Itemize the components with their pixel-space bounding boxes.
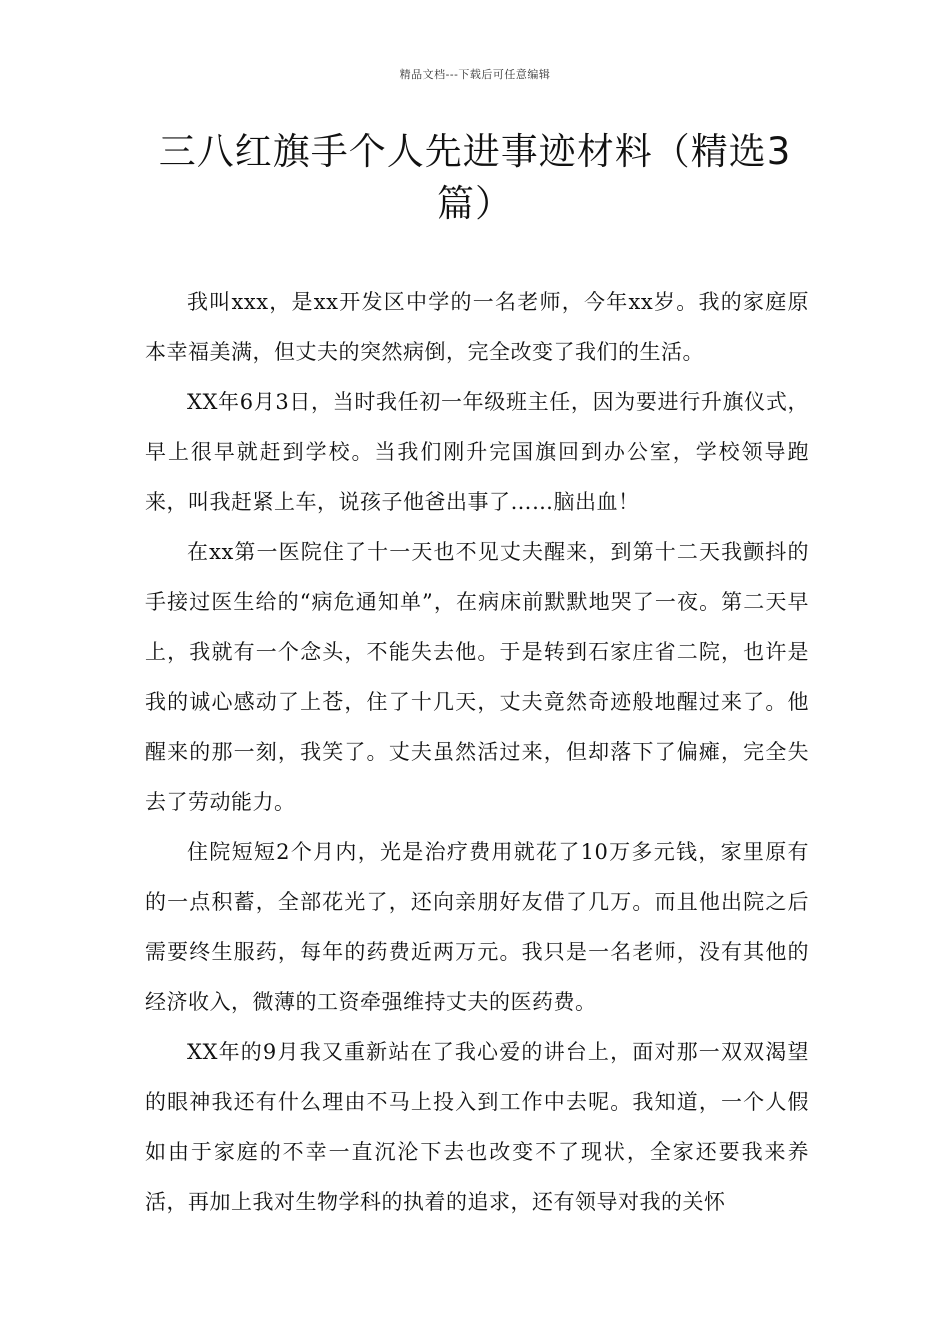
paragraph-5: XX年的9月我又重新站在了我心爱的讲台上，面对那一双双渴望的眼神我还有什么理由不马上投入到工作中去呢。我知道，一个人假如由于家庭的不幸一直沉沦下去也改变不了现状，全家还要我来养活，再加上我对生物学科的执着的追求，还有领导对我的关怀	[145, 1040, 809, 1214]
document-title: 三八红旗手个人先进事迹材料（精选3篇）	[158, 130, 792, 225]
paragraph-2: XX年6月3日，当时我任初一年级班主任，因为要进行升旗仪式，早上很早就赶到学校。当我们刚升完国旗回到办公室，学校领导跑来，叫我赶紧上车，说孩子他爸出事了……脑出血！	[145, 390, 809, 514]
header-note: 精品文档---下载后可任意编辑	[399, 68, 551, 81]
paragraph-4: 住院短短2个月内，光是治疗费用就花了10万多元钱，家里原有的一点积蓄，全部花光了，还向亲朋好友借了几万。而且他出院之后需要终生服药，每年的药费近两万元。我只是一名老师，没有其他的经济收入，微薄的工资牵强维持丈夫的医药费。	[145, 840, 809, 1014]
paragraph-3: 在xx第一医院住了十一天也不见丈夫醒来，到第十二天我颤抖的手接过医生给的“病危通知单”，在病床前默默地哭了一夜。第二天早上，我就有一个念头，不能失去他。于是转到石家庄省二院，也许是我的诚心感动了上苍，住了十几天，丈夫竟然奇迹般地醒过来了。他醒来的那一刻，我笑了。丈夫虽然活过来，但却落下了偏瘫，完全失去了劳动能力。	[145, 540, 809, 814]
document-body	[145, 277, 809, 1227]
paragraph-1: 我叫xxx，是xx开发区中学的一名老师，今年xx岁。我的家庭原本幸福美满，但丈夫的突然病倒，完全改变了我们的生活。	[145, 290, 809, 364]
